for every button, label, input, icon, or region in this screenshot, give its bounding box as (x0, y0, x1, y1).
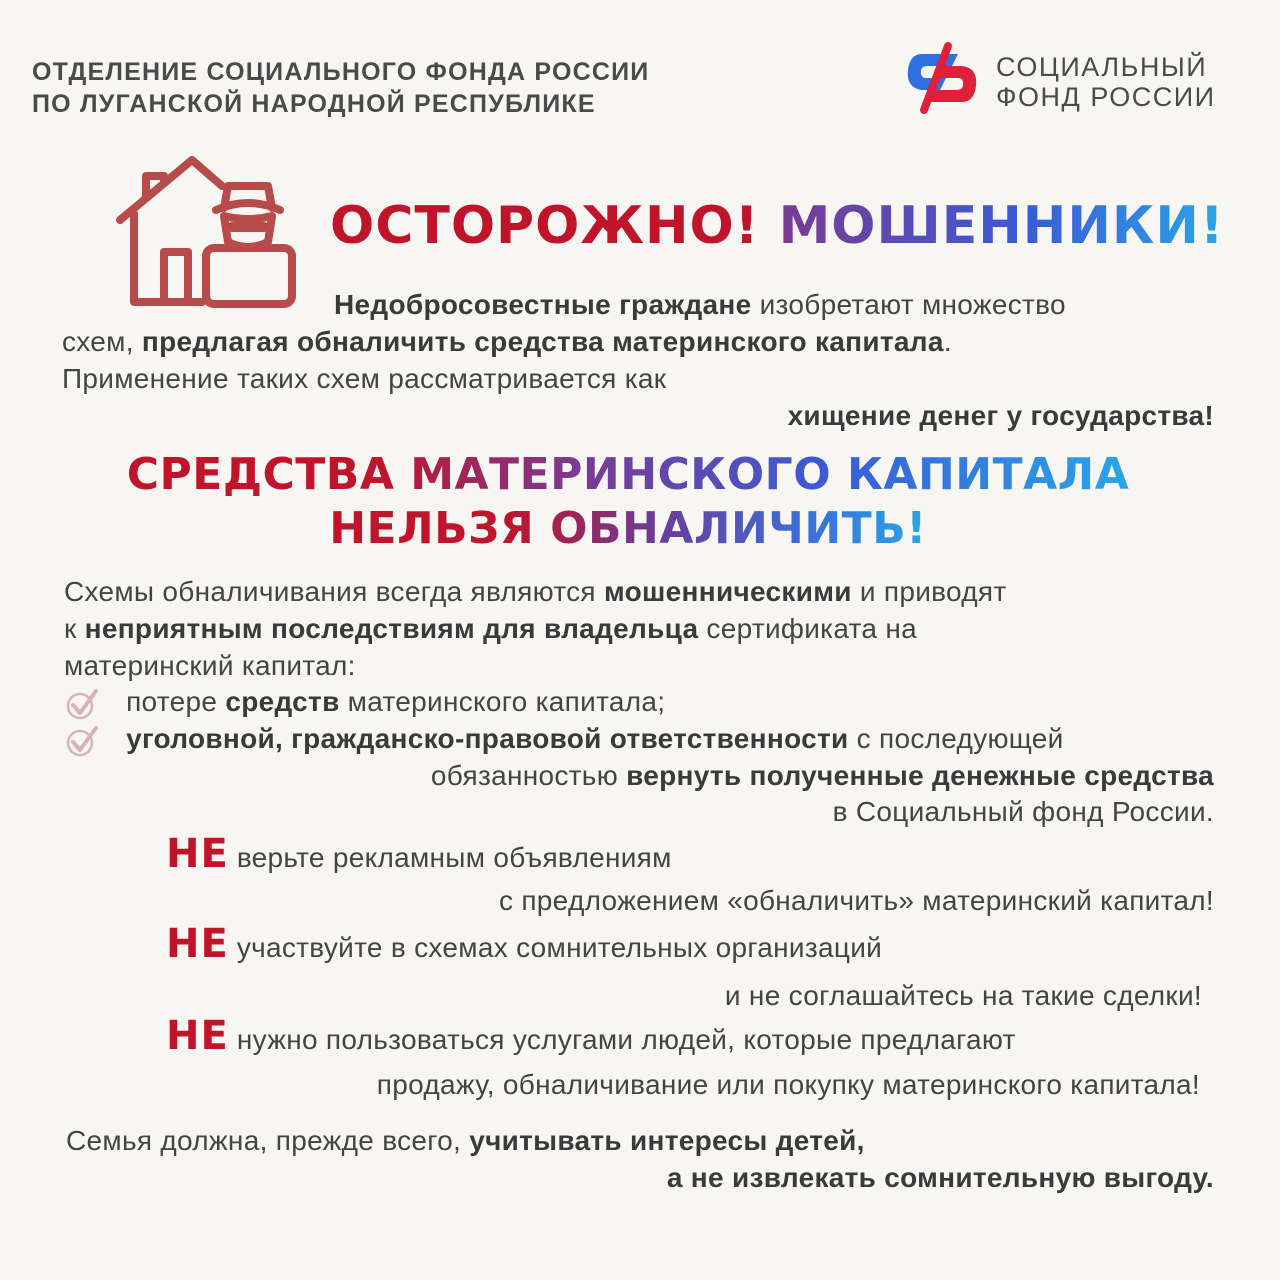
footer-l1-bold: учитывать интересы детей, (469, 1125, 865, 1156)
intro-rest-1: изобретают множество (751, 289, 1066, 320)
intro-line-2 (62, 323, 1242, 360)
dont-1-line-1: верьте рекламным объявлениям (236, 842, 672, 873)
logo-line-2: ФОНД РОССИИ (996, 82, 1216, 112)
banner-text-1: СРЕДСТВА МАТЕРИНСКОГО КАПИТАЛА (126, 449, 1130, 500)
footer-l2-bold: а не извлекать сомнительную выгоду. (666, 1162, 1214, 1193)
schemes-l1-c: и приводят (851, 576, 1007, 607)
checkmark-icon (64, 724, 100, 758)
item2-l2-a: обязанностью (430, 760, 627, 791)
dont-item-3 (166, 1013, 1226, 1059)
ne-label: НЕ (166, 831, 229, 877)
org-line-1: ОТДЕЛЕНИЕ СОЦИАЛЬНОГО ФОНДА РОССИИ (32, 58, 650, 86)
warning-part-2: МОШЕННИКИ! (778, 196, 1225, 256)
intro-l2-bold: предлагая обналичить средства материнского капитала (141, 326, 944, 357)
intro-line-1 (334, 286, 1234, 323)
list-item (64, 720, 1244, 758)
dont-2-line-1: участвуйте в схемах сомнительных организаций (236, 932, 883, 963)
intro-line-3: Применение таких схем рассматривается как (62, 363, 667, 394)
intro-l2-a: схем, (62, 326, 142, 357)
dont-1-line-2: с предложением «обналичить» материнский капитал! (498, 885, 1214, 916)
schemes-line-3: материнский капитал: (64, 650, 356, 681)
warning-part-1: ОСТОРОЖНО! (330, 196, 760, 256)
item1-bold: средств (225, 686, 340, 717)
banner-text-2: НЕЛЬЗЯ ОБНАЛИЧИТЬ! (329, 503, 927, 554)
intro-l2-c: . (943, 326, 952, 357)
schemes-l2-bold: неприятным последствиям для владельца (84, 613, 699, 644)
item2-bold: уголовной, гражданско-правовой ответственности (126, 723, 849, 754)
dont-item-2 (166, 921, 1166, 967)
house-fraudster-icon (112, 152, 302, 312)
ne-label: НЕ (166, 1013, 229, 1059)
list-item (64, 683, 1244, 721)
schemes-line-2 (64, 610, 1244, 647)
item2-b: с последующей (848, 723, 1064, 754)
item2-line-3: в Социальный фонд России. (832, 796, 1214, 827)
sfr-logo-icon (900, 40, 984, 116)
checkmark-icon (64, 687, 100, 721)
intro-l4-bold: хищение денег у государства! (787, 400, 1214, 431)
item1-a: потере (126, 686, 226, 717)
warning-headline (330, 196, 1230, 256)
intro-line-4 (788, 397, 1214, 434)
dont-2-line-2: и не соглашайтесь на такие сделки! (724, 980, 1202, 1011)
dont-3-line-2: продажу, обналичивание или покупку материнского капитала! (376, 1069, 1200, 1100)
footer-line-1 (66, 1122, 1166, 1159)
footer-l1-a: Семья должна, прежде всего, (66, 1125, 470, 1156)
item2-l2-bold: вернуть полученные денежные средства (626, 760, 1214, 791)
logo-line-1: СОЦИАЛЬНЫЙ (996, 52, 1208, 82)
organization-name (32, 56, 712, 120)
banner-line-2 (0, 502, 1256, 556)
intro-bold-1: Недобросовестные граждане (334, 289, 752, 320)
schemes-l1-bold: мошенническими (603, 576, 852, 607)
org-line-2: ПО ЛУГАНСКОЙ НАРОДНОЙ РЕСПУБЛИКЕ (32, 90, 596, 118)
footer-line-2 (667, 1159, 1214, 1196)
dont-item-1 (166, 831, 1166, 877)
banner-line-1 (0, 448, 1256, 502)
dont-3-line-1: нужно пользоваться услугами людей, которые предлагают (236, 1024, 1016, 1055)
schemes-l2-a: к (64, 613, 85, 644)
schemes-l1-a: Схемы обналичивания всегда являются (64, 576, 604, 607)
sfr-logo (900, 40, 1240, 120)
item2-line-2 (431, 757, 1214, 794)
item1-c: материнского капитала; (339, 686, 666, 717)
schemes-l2-c: сертификата на (698, 613, 917, 644)
ne-label: НЕ (166, 921, 229, 967)
schemes-line-1 (64, 573, 1244, 610)
